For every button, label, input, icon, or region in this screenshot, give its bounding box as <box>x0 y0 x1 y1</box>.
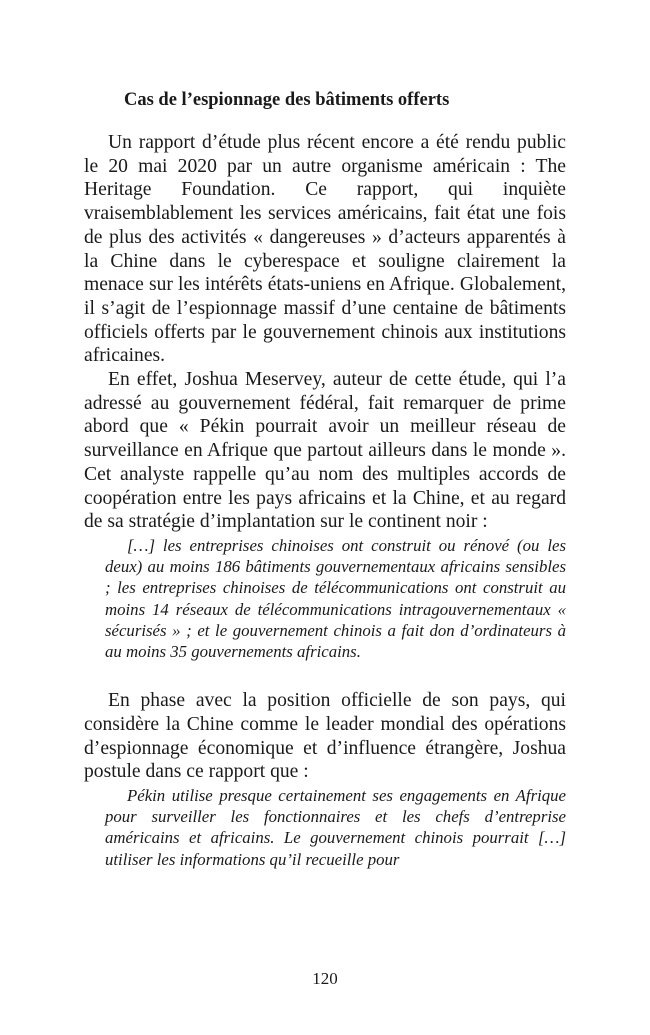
paragraph-1: Un rapport d’étude plus récent encore a été rendu public le 20 mai 2020 par un autre organisme américain : The Heritage Foundation. Ce rapport, qui inquiète vraisemblablement les services américains, fait état une fois de plus des activités « dangereuses » d’acteurs apparentés à la Chine dans le cyberespace et souligne clairement la menace sur les intérêts états-uniens en Afrique. Globalement, il s’agit de l’espionnage massif d’une centaine de bâtiments officiels offerts par le gouvernement chinois aux institutions africaines. <box>84 132 566 367</box>
spacer <box>84 662 566 689</box>
section-heading: Cas de l’espionnage des bâtiments offerts <box>124 90 450 110</box>
block-quote-1: […] les entreprises chinoises ont construit ou rénové (ou les deux) au moins 186 bâtiments gouvernementaux africains sensibles ; les entreprises chinoises de télécommunications ont construit au moins 14 réseaux de télécommunications intragouvernementaux « sécurisés » ; et le gouvernement chinois a fait don d’ordinateurs à au moins 35 gouvernements africains. <box>105 535 566 661</box>
paragraph-2: En effet, Joshua Meservey, auteur de cette étude, qui l’a adressé au gouvernement fédéral, fait remarquer de prime abord que « Pékin pourrait avoir un meilleur réseau de surveillance en Afrique que partout ailleurs dans le monde ». Cet analyste rappelle qu’au nom des multiples accords de coopération entre les pays africains et la Chine, et au regard de sa stratégie d’implantation sur le continent noir : <box>84 369 566 533</box>
block-quote-2: Pékin utilise presque certainement ses engagements en Afrique pour surveiller les fonctionnaires et les chefs d’entreprise américains et africains. Le gouvernement chinois pourrait […] utiliser les informations qu’il recueille pour <box>105 785 566 869</box>
page-number: 120 <box>312 969 338 988</box>
page-body <box>84 88 566 870</box>
paragraph-3: En phase avec la position officielle de son pays, qui considère la Chine comme le leader mondial des opérations d’espionnage économique et d’influence étrangère, Joshua postule dans ce rapport que : <box>84 690 566 783</box>
